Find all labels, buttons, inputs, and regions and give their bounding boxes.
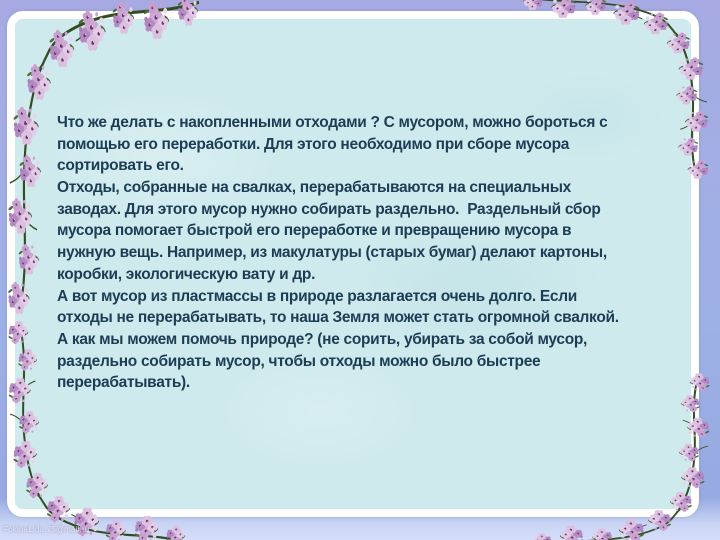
text-line: перерабатывать). — [57, 374, 190, 392]
text-line: помощью его переработки. Для этого необходимо при сборе мусора — [57, 135, 570, 153]
text-line: коробки, экологическую вату и др. — [57, 265, 316, 283]
text-line: А как мы можем помочь природе? (не сорить, убирать за собой мусор, — [57, 330, 588, 348]
text-line: А вот мусор из пластмассы в природе разлагается очень долго. Если — [57, 287, 578, 305]
text-line: отходы не перерабатывать, то наша Земля может стать огромной свалкой. — [57, 309, 619, 327]
text-line: раздельно собирать мусор, чтобы отходы можно было быстрее — [57, 352, 541, 370]
text-line: заводах. Для этого мусор нужно собирать раздельно. Раздельный сбор — [57, 200, 601, 218]
text-line: Отходы, собранные на свалках, перерабатываются на специальных — [57, 179, 571, 197]
watermark: FokinaLida.75@mail.ru — [3, 525, 90, 534]
text-line: Что же делать с накопленными отходами ? С мусором, можно бороться с — [57, 114, 608, 131]
text-line: мусора помогает быстрой его переработке и превращению мусора в — [57, 222, 572, 240]
text-line: сортировать его. — [57, 157, 184, 175]
slide-text-block — [57, 112, 677, 394]
blossom-branch-bottom-right-icon — [532, 374, 720, 540]
text-line: нужную вещь. Например, из макулатуры (старых бумаг) делают картоны, — [57, 244, 607, 262]
